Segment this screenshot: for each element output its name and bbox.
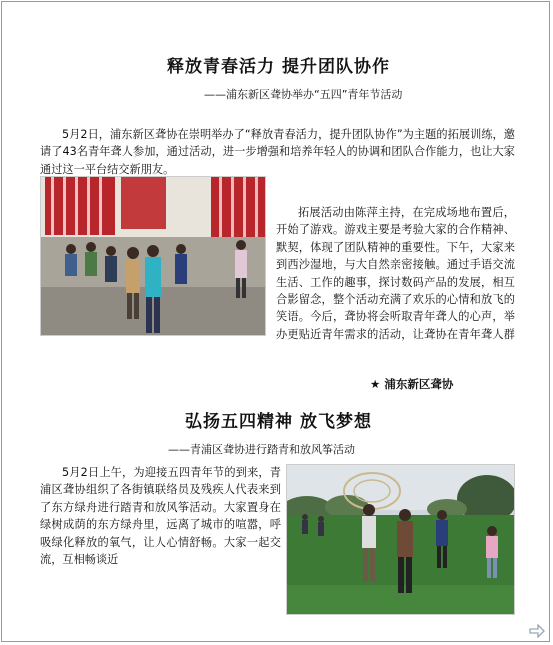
page-frame xyxy=(1,1,550,642)
article2-title: 弘扬五四精神 放飞梦想 xyxy=(185,412,372,432)
next-page-arrow-icon[interactable] xyxy=(529,624,545,638)
article2-paragraph-1: 5月2日上午，为迎接五四青年节的到来，青浦区聋协组织了各街镇联络员及残疾人代表来到了东方绿舟进行踏青和放风筝活动。大家置身在绿树成荫的东方绿舟里，远离了城市的喧嚣，呼吸绿化释放的氧气，让人心情舒畅。大家一起交流，互相畅谈近 xyxy=(40,466,281,567)
article2-subtitle: ——青浦区聋协进行踏青和放风筝活动 xyxy=(168,443,355,456)
arrow-right-icon xyxy=(529,624,545,638)
article1-signature: ★ 浦东新区聋协 xyxy=(370,377,454,391)
kite-flying-photo xyxy=(287,465,515,615)
article2-photo xyxy=(286,464,515,615)
article1-paragraph-2-continued xyxy=(40,343,515,378)
article1-subtitle: ——浦东新区聋协举办“五四”青年节活动 xyxy=(204,88,403,101)
article1-title: 释放青春活力 提升团队协作 xyxy=(167,57,390,77)
article1-paragraph-1: 5月2日，浦东新区聋协在崇明举办了“释放青春活力，提升团队协作”为主题的拓展训练，邀请了43名青年聋人参加，通过活动，进一步增强和培养年轻人的协调和团队合作能力，也让大家通过这一平台结交新朋友。 xyxy=(40,128,515,176)
team-activity-photo xyxy=(41,177,266,336)
article1-photo xyxy=(40,176,266,336)
article1-paragraph-2-side: 拓展活动由陈萍主持，在完成场地布置后，开始了游戏。游戏主要是考验大家的合作精神、默契，体现了团队精神的重要性。下午，大家来到西沙湿地，与大自然亲密接触。通过手语交流生活、工作的趣事，探讨数码产品的发展，相互合影留念，整个活动充满了欢乐的心情和放飞的笑语。今后，聋协将会听取青年聋人的心声，举办更贴近青年需求的活动，让聋协在青年聋人群 xyxy=(276,206,515,341)
